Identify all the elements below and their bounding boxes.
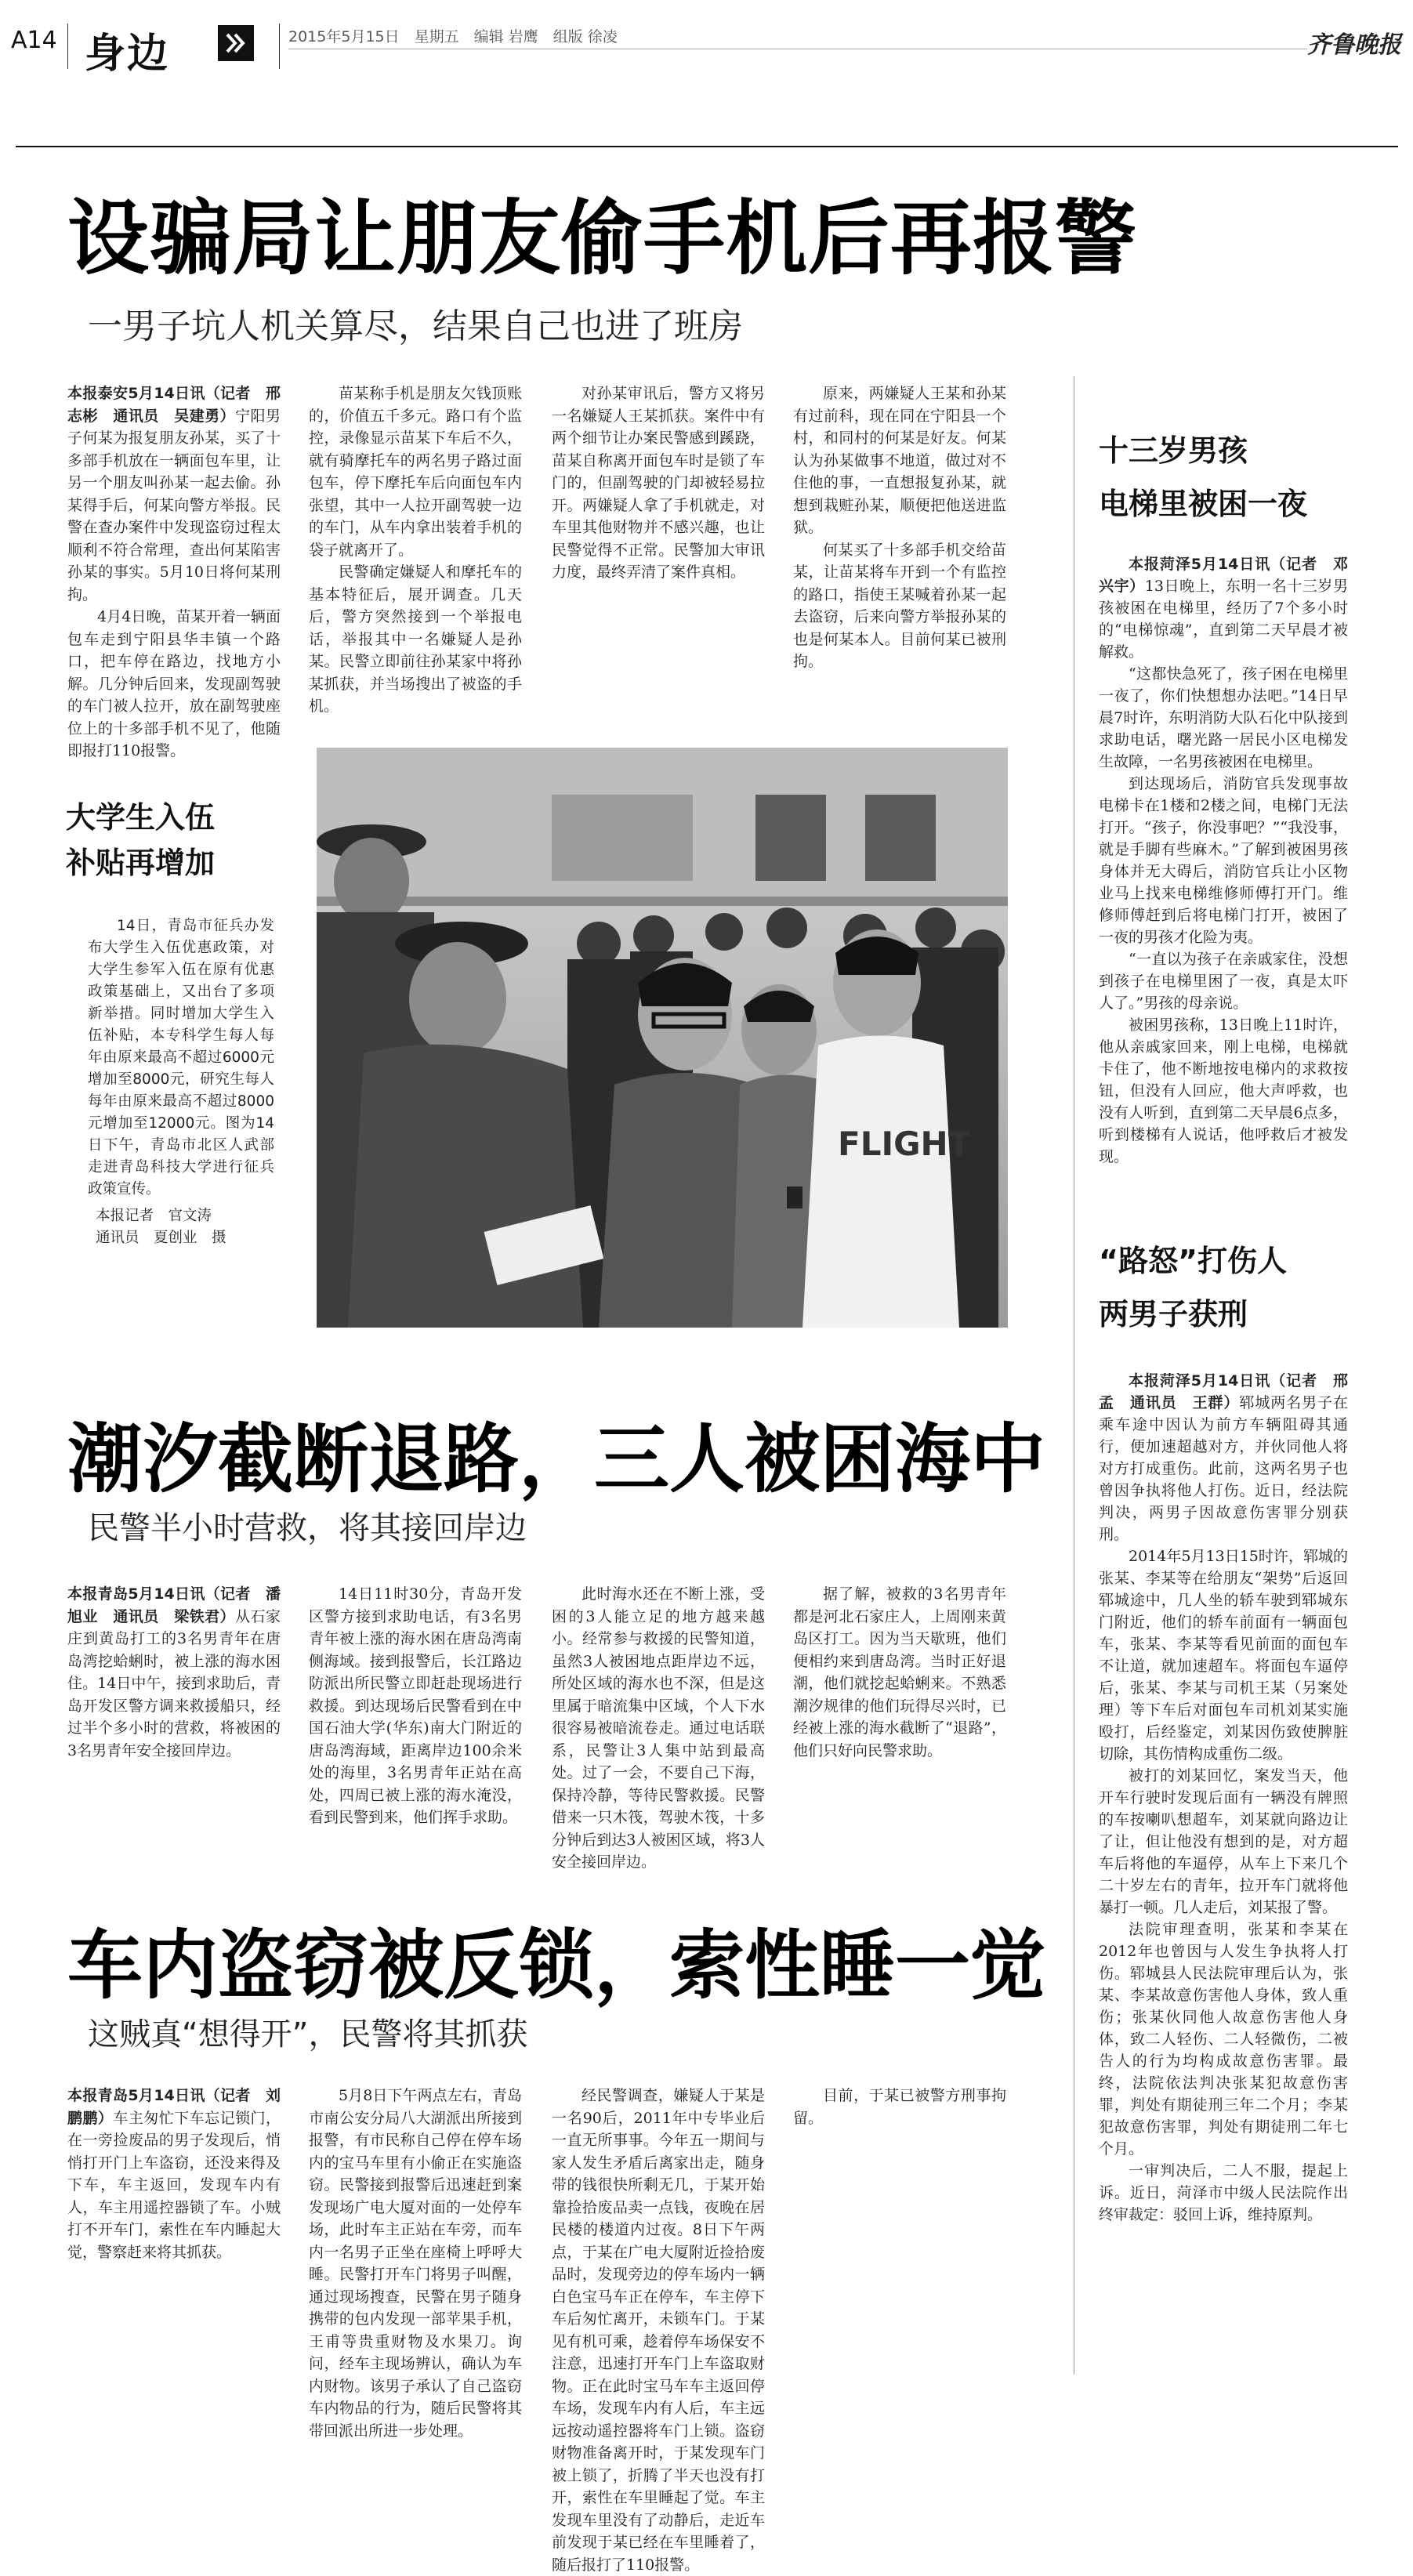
article3-p1: 车主匆忙下车忘记锁门，在一旁捡废品的男子发现后，悄悄打开门上车盗窃，还没来得及下车，车主返回，发现车内有人，车主用遥控器锁了车。小贼打不开车门，索性在车内睡起大觉，警察赶来将其抓获。 <box>67 2109 281 2261</box>
side1-title-line1: 十三岁男孩 <box>1099 433 1248 468</box>
article3-col2 <box>309 2085 522 2440</box>
article1-p1: 宁阳男子何某为报复朋友孙某，买了十多部手机放在一辆面包车里，让另一个朋友叫孙某一起去偷。孙某得手后，何某向警方举报。民警在查办案件中发现盗窃过程太顺利不符合常理，查出何某陷害孙某的事实。5月10日将何某刑拘。 <box>67 407 281 603</box>
article1-subtitle: 一男子坑人机关算尽，结果自己也进了班房 <box>88 306 743 346</box>
article1-col3 <box>552 382 765 687</box>
photo-box-title-line1: 大学生入伍 <box>66 800 216 835</box>
side2-p2: 2014年5月13日15时许，郓城的张某、李某等在给朋友“架势”后返回郓城途中，几人坐的轿车驶到郓城东门附近，他们的轿车前面有一辆面包车，张某、李某等看见前面的面包车不让道，就加速超车。将面包车逼停后，张某、李某与司机王某（另案处理）等下车后对面包车司机刘某实施殴打，后经鉴定，刘某因伤致使脾脏切除，其伤情构成重伤二级。 <box>1099 1548 1348 1763</box>
article2-col4 <box>793 1583 1006 1843</box>
side2-p4: 法院审理查明，张某和李某在2012年也曾因与人发生争执将人打伤。郓城县人民法院审理后认为，张某、李某故意伤害他人身体，致人重伤；张某伙同他人故意伤害他人身体，致二人轻伤、二人轻微伤，二被告人的行为均构成故意伤害罪。最终，法院依法判决张某犯故意伤害罪，判处有期徒刑三年二个月；李某犯故意伤害罪，判处有期徒刑二年七个月。 <box>1099 1921 1348 2158</box>
side1-title <box>1099 428 1307 527</box>
side2-title-line2: 两男子获刑 <box>1099 1297 1248 1331</box>
article2-title: 潮汐截断退路，三人被困海中 <box>67 1415 1045 1503</box>
side1-title-line2: 电梯里被困一夜 <box>1099 487 1308 521</box>
article1-p5: 对孙某审讯后，警方又将另一名嫌疑人王某抓获。案件中有两个细节让办案民警感到蹊跷，苗某自称离开面包车时是锁了车门的，但副驾驶的门却被轻易拉开。两嫌疑人拿了手机就走，对车里其他财物并不感兴趣，也让民警觉得不正常。民警加大审讯力度，最终弄清了案件真相。 <box>552 385 765 581</box>
article1-col1 <box>67 382 281 759</box>
article3-p3: 经民警调查，嫌疑人于某是一名90后，2011年中专毕业后一直无所事事。今年五一期间与家人发生矛盾后离家出走，随身带的钱很快所剩无几，于某开始靠捡拾废品卖一点钱，夜晚在居民楼的楼道内过夜。8日下午两点，于某在广电大厦附近捡拾废品时，发现旁边的停车场内一辆白色宝马车正在停车，车主停下车后匆忙离开，未锁车门。于某见有机可乘，趁着停车场保安不注意，迅速打开车门上车盗取财物。正在此时宝马车车主返回停车场，发现车内有人后，车主远远按动遥控器将车门上锁。盗窃财物准备离开时，于某发现车门被上锁了，折腾了半天也没有打开，索性在车里睡起了觉。车主发现车里没有了动静后，走近车前发现于某已经在车里睡着了，随后报打了110报警。 <box>552 2087 765 2574</box>
top-rule <box>16 146 1398 147</box>
date-line: 2015年5月15日 星期五 编辑 岩鹰 组版 徐凌 <box>288 28 618 45</box>
article2-p1: 从石家庄到黄岛打工的3名男青年在唐岛湾挖蛤蜊时，被上涨的海水困住。14日中午，接到求助后，青岛开发区警方调来救援船只，经过半个多小时的营救，将被困的3名男青年安全接回岸边。 <box>67 1607 281 1759</box>
chevron-right-icon <box>218 25 254 61</box>
photo-box-title <box>66 795 215 886</box>
photo-caption-text: 14日，青岛市征兵办发布大学生入伍优惠政策，对大学生参军入伍在原有优惠政策基础上，又出台了多项新举措。同时增加大学生入伍补贴，本专科学生每人每年由原来最高不超过6000元增加至8000元，研究生每人每年由原来最高不超过8000元增加至12000元。图为14日下午，青岛市北区人武部走进青岛科技大学进行征兵政策宣传。 <box>88 918 274 1197</box>
side2-p3: 被打的刘某回忆，案发当天，他开车行驶时发现后面有一辆没有牌照的车按喇叭想超车，刘某就向路边让了让，但让他没有想到的是，对方超车后将他的车逼停，从车上下来几个二十岁左右的青年，拉开车门就将他暴打一顿。几人走后，刘某报了警。 <box>1099 1767 1348 1916</box>
article3-p4: 目前，于某已被警方刑事拘留。 <box>793 2087 1006 2127</box>
header-divider-2 <box>279 24 280 69</box>
page-number: A14 <box>11 27 57 54</box>
article3-p2: 5月8日下午两点左右，青岛市南公安分局八大湖派出所接到报警，有市民称自己停在停车场内的宝马车里有小偷正在实施盗窃。民警接到报警后迅速赶到案发现场广电大厦对面的一处停车场，此时车主正站在车旁，而车内一名男子正坐在座椅上呼呼大睡。民警打开车门将男子叫醒，通过现场搜查，民警在男子随身携带的包内发现一部苹果手机，王甫等贵重财物及水果刀。询问，经车主现场辨认，确认为车内财物。该男子承认了自己盗窃车内物品的行为，随后民警将其带回派出所进一步处理。 <box>309 2087 522 2440</box>
side2-title <box>1099 1238 1287 1337</box>
side1-p1: 13日晚上，东明一名十三岁男孩被困在电梯里，经历了7个多小时的“电梯惊魂”，直到第二天早晨才被解救。 <box>1099 578 1348 661</box>
side2-body <box>1099 1370 1348 2381</box>
article2-col1 <box>67 1583 281 1843</box>
side1-p4: “一直以为孩子在亲戚家住，没想到孩子在电梯里困了一夜，真是太吓人了。”男孩的母亲说。 <box>1099 951 1348 1012</box>
photo-credit-correspondent: 通讯员 夏创业 摄 <box>96 1230 226 1246</box>
article3-col3 <box>552 2085 765 2574</box>
article2-subtitle: 民警半小时营救，将其接回岸边 <box>88 1510 527 1546</box>
article2-p3: 此时海水还在不断上涨，受困的3人能立足的地方越来越小。经常参与救援的民警知道，虽然3人被困地点距岸边不远，所处区域的海水也不深，但是这里属于暗流集中区域，个人下水很容易被暗流卷走。通过电话联系，民警让3人集中站到最高处。过了一会，不要自己下海，保持冷静，等待民警救援。民警借来一只木筏，驾驶木筏，十多分钟后到达3人被困区域，将3人安全接回岸边。 <box>552 1585 765 1871</box>
article2-col3 <box>552 1583 765 1871</box>
photo-caption <box>88 915 274 1249</box>
article1-byline: 本报泰安5月14日讯（记者 邢志彬 通讯员 吴建勇） <box>67 385 281 425</box>
header-divider <box>67 24 68 69</box>
photo-illustration <box>317 748 1008 1328</box>
article2-p2: 14日11时30分，青岛开发区警方接到求助电话，有3名男青年被上涨的海水困在唐岛湾南侧海域。接到报警后，长江路边防派出所民警立即赶赴现场进行救援。到达现场后民警看到在中国石油大学(华东)南大门附近的唐岛湾海域，距离岸边100余米处的海里，3名男青年正站在高处，四周已被上涨的海水淹没，看到民警到来，他们挥手求助。 <box>309 1585 522 1826</box>
article3-col1 <box>67 2085 281 2376</box>
side2-title-line1: “路怒”打伤人 <box>1099 1244 1287 1278</box>
article2-byline: 本报青岛5月14日讯（记者 潘旭业 通讯员 梁铁君） <box>67 1585 281 1625</box>
side1-byline: 本报菏泽5月14日讯（记者 邓兴宇） <box>1099 556 1348 595</box>
article1-col4 <box>793 382 1006 687</box>
article1-p3: 苗某称手机是朋友欠钱顶账的，价值五千多元。路口有个监控，录像显示苗某下车后不久，就有骑摩托车的两名男子路过面包车，停下摩托车后向面包车内张望，其中一人拉开副驾驶一边的车门，从车内拿出装着手机的袋子就离开了。 <box>309 385 522 559</box>
article1-p6: 原来，两嫌疑人王某和孙某有过前科，现在同在宁阳县一个村，和同村的何某是好友。何某认为孙某做事不地道，做过对不住他的事，一直想报复孙某，就想到栽赃孙某，顺便把他送进监狱。 <box>793 385 1006 536</box>
side1-body <box>1099 553 1348 1243</box>
article2-col2 <box>309 1583 522 1843</box>
side2-p5: 一审判决后，二人不服，提起上诉。近日，菏泽市中级人民法院作出终审裁定：驳回上诉，维持原判。 <box>1099 2162 1348 2223</box>
article1-title: 设骗局让朋友偷手机后再报警 <box>67 190 1138 286</box>
section-title: 身边 <box>85 31 170 78</box>
news-photo <box>317 748 1008 1328</box>
side1-p2: “这都快急死了，孩子困在电梯里一夜了，你们快想想办法吧。”14日早晨7时许，东明消防大队石化中队接到求助电话，曙光路一居民小区电梯发生故障，一名男孩被困在电梯里。 <box>1099 665 1348 770</box>
article1-col2 <box>309 382 522 715</box>
side2-byline: 本报菏泽5月14日讯（记者 邢孟 通讯员 王群） <box>1099 1372 1348 1411</box>
article3-title: 车内盗窃被反锁，索性睡一觉 <box>67 1922 1045 2009</box>
article2-p4: 据了解，被救的3名男青年都是河北石家庄人，上周刚来黄岛区打工。因为当天歇班，他们便相约来到唐岛湾。当时正好退潮，他们就挖起蛤蜊来。不熟悉潮汐规律的他们玩得尽兴时，已经被上涨的海水截断了“退路”，他们只好向民警求助。 <box>793 1585 1006 1759</box>
newspaper-logo: 齐鲁晚报 <box>1307 31 1401 59</box>
article1-p4: 民警确定嫌疑人和摩托车的基本特征后，展开调查。几天后，警方突然接到一个举报电话，举报其中一名嫌疑人是孙某。民警立即前往孙某家中将孙某抓获，并当场搜出了被盗的手机。 <box>309 563 522 715</box>
article3-subtitle: 这贼真“想得开”，民警将其抓获 <box>88 2016 528 2052</box>
side1-p3: 到达现场后，消防官兵发现事故电梯卡在1楼和2楼之间，电梯门无法打开。“孩子，你没事吧？”“我没事，就是手脚有些麻木。”了解到被困男孩身体并无大碍后，消防官兵让小区物业马上找来电梯维修师傅打开门。维修师傅赶到后将电梯门打开，被困了一夜的男孩才化险为夷。 <box>1099 775 1348 946</box>
shirt-text: FLIGHT <box>838 1125 971 1163</box>
article3-byline: 本报青岛5月14日讯（记者 刘鹏鹏） <box>67 2087 281 2127</box>
side1-p5: 被困男孩称，13日晚上11时许，他从亲戚家回来，刚上电梯，电梯就卡住了，他不断地按电梯内的求救按钮，但没有人回应，他大声呼救，也没有人听到，直到第二天早晨6点多，听到楼梯有人说话，他呼救后才被发现。 <box>1099 1016 1348 1165</box>
photo-box-title-line2: 补贴再增加 <box>66 846 216 880</box>
side2-p1: 郓城两名男子在乘车途中因认为前方车辆阻碍其通行，便加速超越对方，并伙同他人将对方打成重伤。此前，这两名男子也曾因争执将他人打伤。近日，经法院判决，两男子因故意伤害罪分别获刑。 <box>1099 1394 1348 1543</box>
article3-col4 <box>793 2085 1006 2376</box>
article1-p7: 何某买了十多部手机交给苗某，让苗某将车开到一个有监控的路口，指使王某喊着孙某一起去盗窃，后来向警方举报孙某的也是何某本人。目前何某已被刑拘。 <box>793 541 1006 670</box>
article1-p2: 4月4日晚，苗某开着一辆面包车走到宁阳县华丰镇一个路口，把车停在路边，找地方小解。几分钟后回来，发现副驾驶的车门被人拉开，放在副驾驶座位上的十多部手机不见了，他随即报打110报警。 <box>67 608 281 759</box>
photo-credit-reporter: 本报记者 官文涛 <box>96 1208 212 1224</box>
